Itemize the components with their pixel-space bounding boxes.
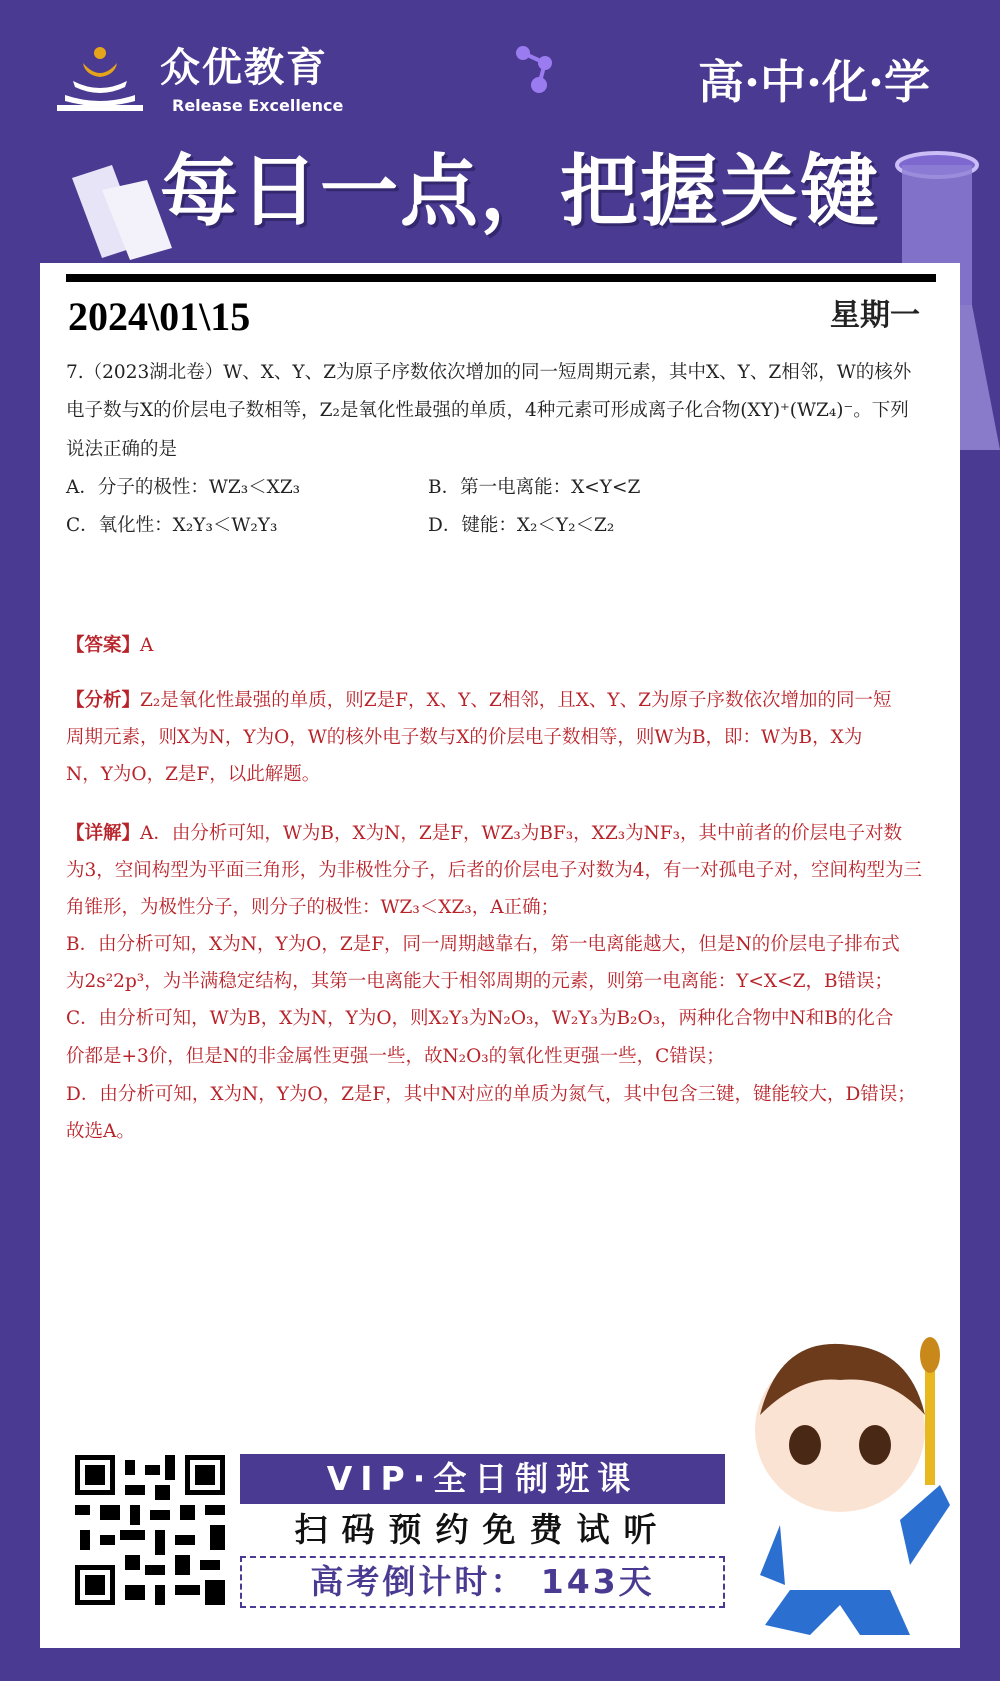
- vip-banner: VIP·全日制班课: [240, 1454, 725, 1504]
- scan-cta: 扫码预约免费试听: [294, 1510, 671, 1549]
- option-b: B．第一电离能：X<Y<Z: [428, 477, 641, 498]
- answer-value: A: [140, 635, 154, 656]
- detail-line: C．由分析可知，W为B，X为N，Y为O，则X₂Y₃为N₂O₃，W₂Y₃为B₂O₃，两种化合物中N和B的化合: [66, 1008, 894, 1029]
- detail-line: 故选A。: [66, 1121, 135, 1142]
- option-a: A．分子的极性：WZ₃＜XZ₃: [66, 477, 301, 498]
- headline: 每日一点，把握关键: [160, 147, 881, 237]
- option-c: C．氧化性：X₂Y₃＜W₂Y₃: [66, 515, 278, 536]
- analysis-line: N，Y为O，Z是F，以此解题。: [66, 764, 321, 785]
- answer: [66, 633, 153, 659]
- analysis-label: 【分析】: [66, 690, 141, 711]
- option-d: D．键能：X₂＜Y₂＜Z₂: [428, 515, 615, 536]
- detail-line: 价都是+3价，但是N的非金属性更强一些，故N₂O₃的氧化性更强一些，C错误；: [66, 1046, 725, 1067]
- detail-line: D．由分析可知，X为N，Y为O，Z是F，其中N对应的单质为氮气，其中包含三键，键能较大，D错误；: [66, 1084, 916, 1105]
- exam-countdown: 高考倒计时： 143天: [240, 1556, 725, 1608]
- mascot-icon: [740, 1335, 965, 1650]
- detail-line: 为3，空间构型为平面三角形，为非极性分子，后者的价层电子对数为4，有一对孤电子对，空间构型为三: [66, 860, 923, 881]
- analysis-line: [66, 688, 891, 714]
- analysis-text: Z₂是氧化性最强的单质，则Z是F，X、Y、Z相邻，且X、Y、Z为原子序数依次增加的同一短: [140, 690, 892, 711]
- detail-line: [66, 821, 902, 847]
- question-line: 说法正确的是: [66, 439, 178, 460]
- analysis-line: 周期元素，则X为N，Y为O，W的核外电子数与X的价层电子数相等，则W为B，即：W为B，X为: [66, 727, 863, 748]
- qr-code[interactable]: [75, 1455, 225, 1605]
- question-line: 7.（2023湖北卷）W、X、Y、Z为原子序数依次增加的同一短周期元素，其中X、Y、Z相邻，W的核外: [66, 362, 912, 383]
- divider-bar: [66, 274, 936, 282]
- answer-label: 【答案】: [66, 635, 141, 656]
- detail-label: 【详解】: [66, 823, 141, 844]
- molecule-icon: [515, 45, 560, 95]
- detail-line: 为2s²2p³，为半满稳定结构，其第一电离能大于相邻周期的元素，则第一电离能：Y<X<Z，B错误；: [66, 971, 894, 992]
- weekday: 星期一: [830, 298, 920, 333]
- detail-line: B．由分析可知，X为N，Y为O，Z是F，同一周期越靠右，第一电离能越大，但是N的价层电子排布式: [66, 934, 900, 955]
- detail-text: A．由分析可知，W为B，X为N，Z是F，WZ₃为BF₃，XZ₃为NF₃，其中前者的价层电子对数: [140, 823, 903, 844]
- logo-icon: [55, 45, 145, 115]
- question-line: 电子数与X的价层电子数相等，Z₂是氧化性最强的单质，4种元素可形成离子化合物(XY)⁺(WZ₄)⁻。下列: [66, 400, 909, 421]
- brand-name: 众优教育: [160, 45, 328, 91]
- brand-slogan: Release Excellence: [172, 96, 344, 115]
- subject-title: 高·中·化·学: [698, 55, 931, 109]
- date: 2024\01\15: [68, 294, 251, 339]
- detail-line: 角锥形，为极性分子，则分子的极性：WZ₃＜XZ₃，A正确；: [66, 897, 560, 918]
